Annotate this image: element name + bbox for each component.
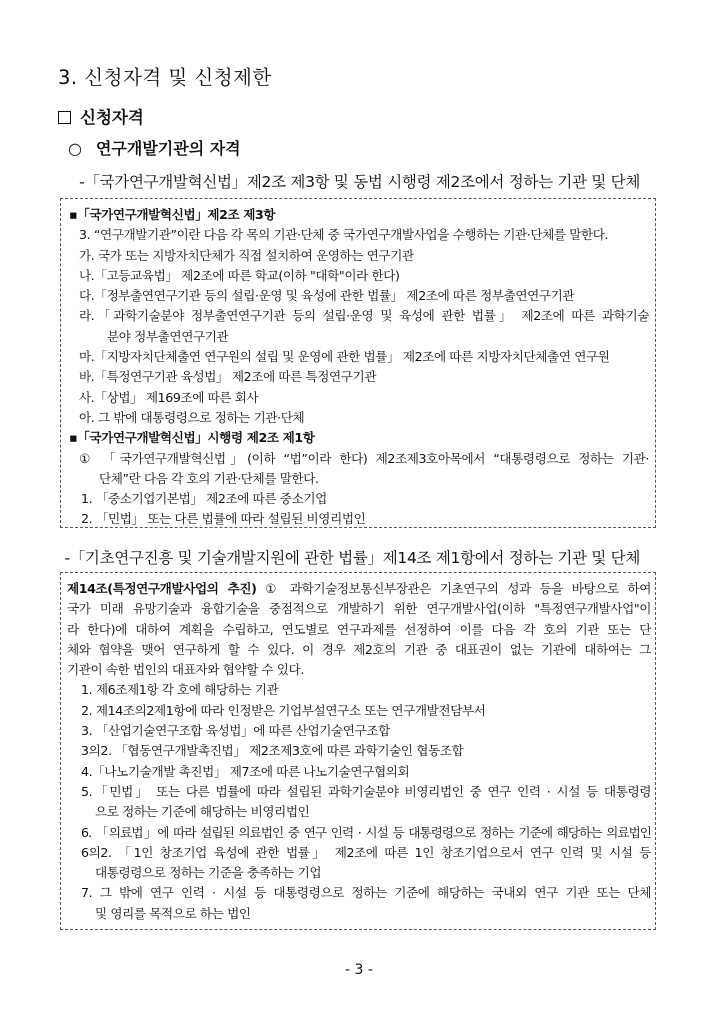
decree-title: ▪「국가연구개발혁신법」시행령 제2조 제1항 <box>69 430 315 446</box>
law-line: 3. “연구개발기관”이란 다음 각 목의 기관·단체 중 국가연구개발사업을 수행하는 기관·단체를 말한다. <box>79 227 609 243</box>
article-line: 라 한다)에 대하여 계획을 수립하고, 연도별로 연구과제를 선정하여 이를 다음 각 호의 기관 또는 단 <box>67 621 651 637</box>
article-item: 3의2. 「협동연구개발촉진법」 제2조제3호에 따른 과학기술인 협동조합 <box>81 743 464 759</box>
section-title: 3. 신청자격 및 신청제한 <box>58 66 272 89</box>
decree-line: 2. 「민법」 또는 다른 법률에 따라 설립된 비영리법인 <box>81 511 366 527</box>
article-item: 3. 「산업기술연구조합 육성법」에 따른 산업기술연구조합 <box>81 723 390 739</box>
law-excerpt-box-1 <box>60 198 656 528</box>
article-item: 으로 정하는 기준에 해당하는 비영리법인 <box>95 804 310 820</box>
article-title: 제14조(특정연구개발사업의 추진) <box>67 581 257 596</box>
square-bullet-icon <box>58 111 71 124</box>
article-item: 및 영리를 목적으로 하는 법인 <box>95 905 251 921</box>
law-line: 가. 국가 또는 지방자치단체가 직접 설치하여 운영하는 연구기관 <box>79 247 414 263</box>
decree-line: 1. 「중소기업기본법」 제2조에 따른 중소기업 <box>81 491 327 507</box>
law-line: 라.「과학기술분야 정부출연연구기관 등의 설립·운영 및 육성에 관한 법률」 제2조에 따른 과학기술 <box>79 308 649 324</box>
article-line: 기관이 속한 법인의 대표자와 협약할 수 있다. <box>67 662 305 678</box>
sub-heading <box>58 104 144 128</box>
circle-heading <box>68 136 241 159</box>
law-line: 마.「지방자치단체출연 연구원의 설립 및 운영에 관한 법률」 제2조에 따른 지방자치단체출연 연구원 <box>79 349 610 365</box>
decree-line: ① 「국가연구개발혁신법」(이하 “법”이라 한다) 제2조제3호아목에서 “대통령령으로 정하는 기관· <box>79 450 649 466</box>
article-item: 7. 그 밖에 연구 인력 · 시설 등 대통령령으로 정하는 기준에 해당하는 국내외 연구 기관 또는 단체 <box>81 885 651 901</box>
circle-bullet-icon: ○ <box>68 139 82 158</box>
source-line-1: -「국가연구개발혁신법」제2조 제3항 및 동법 시행령 제2조에서 정하는 기관 및 단체 <box>79 173 640 191</box>
law-title: ▪「국가연구개발혁신법」제2조 제3항 <box>69 207 276 222</box>
article-first-line <box>67 579 651 599</box>
article-item: 5.「민법」 또는 다른 법률에 따라 설립된 과학기술분야 비영리법인 중 연구 인력 · 시설 등 대통령령 <box>81 783 651 799</box>
law-line: 분야 정부출연연구기관 <box>107 328 229 344</box>
article-item: 대통령령으로 정하는 기준을 충족하는 기업 <box>95 865 322 881</box>
article-intro: ① 과학기술정보통신부장관은 기초연구의 성과 등을 바탕으로 하여 <box>265 581 651 596</box>
law-line: 바.「특정연구기관 육성법」 제2조에 따른 특정연구기관 <box>79 369 377 385</box>
law-line: 아. 그 밖에 대통령령으로 정하는 기관·단체 <box>79 409 305 425</box>
decree-line: 단체”란 다음 각 호의 기관·단체를 말한다. <box>99 470 319 486</box>
article-item: 2. 제14조의2제1항에 따라 인정받은 기업부설연구소 또는 연구개발전담부서 <box>81 702 486 718</box>
law-line: 나.「고등교육법」 제2조에 따른 학교(이하 "대학"이라 한다) <box>79 267 400 283</box>
article-line: 국가 미래 유망기술과 융합기술을 중점적으로 개발하기 위한 연구개발사업(이하 "특정연구개발사업"이 <box>67 601 651 617</box>
law-line: 다.「정부출연연구기관 등의 설립·운영 및 육성에 관한 법률」 제2조에 따른 정부출연연구기관 <box>79 288 575 304</box>
circle-heading-text: 연구개발기관의 자격 <box>95 139 241 158</box>
law-excerpt-box-2 <box>60 572 656 930</box>
article-item: 6. 「의료법」에 따라 설립된 의료법인 중 연구 인력 · 시설 등 대통령령으로 정하는 기준에 해당하는 의료법인 <box>81 824 651 840</box>
article-line: 체와 협약을 맺어 연구하게 할 수 있다. 이 경우 제2호의 기관 중 대표권이 없는 기관에 대하여는 그 <box>67 641 651 657</box>
article-item: 4.「나노기술개발 촉진법」 제7조에 따른 나노기술연구협의회 <box>81 763 410 779</box>
article-item: 6의2. 「1인 창조기업 육성에 관한 법률」 제2조에 따른 1인 창조기업으로서 연구 인력 및 시설 등 <box>81 844 651 860</box>
law-line: 사.「상법」 제169조에 따른 회사 <box>79 389 259 405</box>
source-line-2: -「기초연구진흥 및 기술개발지원에 관한 법률」제14조 제1항에서 정하는 기관 및 단체 <box>64 549 640 567</box>
article-item: 1. 제6조제1항 각 호에 해당하는 기관 <box>81 682 279 698</box>
page-number: - 3 - <box>345 962 373 978</box>
sub-heading-text: 신청자격 <box>80 108 144 127</box>
